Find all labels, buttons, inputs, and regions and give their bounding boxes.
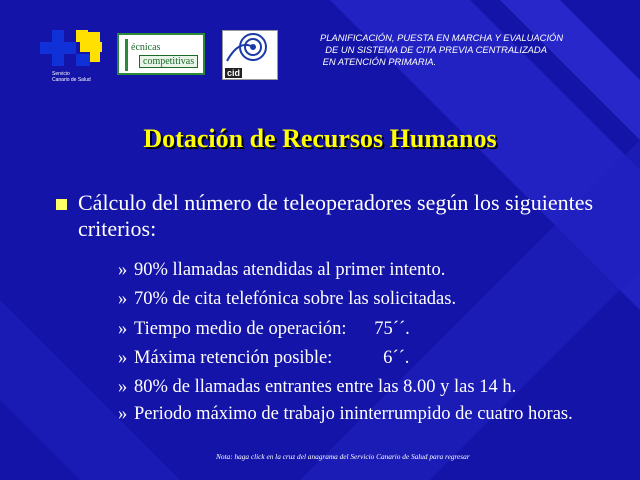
list-item-text: Tiempo medio de operación: 75´´. <box>134 318 410 339</box>
servicio-canario-salud-logo[interactable] <box>40 30 110 85</box>
criteria-list <box>118 256 598 426</box>
tc-logo-line2: competitivas <box>139 55 198 68</box>
main-bullet <box>56 190 596 242</box>
square-bullet-icon <box>56 199 67 210</box>
list-item-text: 70% de cita telefónica sobre las solicitadas. <box>134 289 457 310</box>
tecnicas-competitivas-logo <box>117 33 205 75</box>
tc-logo-bar <box>125 39 128 71</box>
main-bullet-text: Cálculo del número de teleoperadores según los siguientes criterios: <box>78 190 594 241</box>
list-marker: » <box>118 260 128 280</box>
list-marker: » <box>118 289 128 310</box>
list-item-text: Periodo máximo de trabajo ininterrumpido de cuatro horas. <box>134 404 573 425</box>
list-item <box>118 402 598 426</box>
scs-cross-icon[interactable] <box>40 30 110 70</box>
list-item-text: 80% de llamadas entrantes entre las 8.00 y las 14 h. <box>134 377 517 398</box>
tc-logo-line1: écnicas <box>131 42 161 53</box>
list-marker: » <box>118 318 128 339</box>
presentation-header-title: PLANIFICACIÓN, PUESTA EN MARCHA Y EVALUACIÓN DE UN SISTEMA DE CITA PREVIA CENTRALIZADA EN ATENCIÓN PRIMARIA. <box>320 32 564 67</box>
list-item <box>118 256 598 285</box>
list-item <box>118 373 598 402</box>
list-marker: » <box>118 347 128 368</box>
slide-title: Dotación de Recursos Humanos <box>143 124 497 153</box>
list-item <box>118 315 598 344</box>
list-item-text: Máxima retención posible: 6´´. <box>134 347 410 368</box>
scs-logo-text: Servicio Canario de Salud <box>52 71 91 83</box>
list-marker: » <box>118 404 128 425</box>
footnote: Nota: haga click en la cruz del anagrama del Servicio Canario de Salud para regresar <box>216 452 470 461</box>
list-marker: » <box>118 377 128 398</box>
cid-logo <box>222 30 278 80</box>
cid-spiral-icon <box>223 31 277 67</box>
list-item <box>118 344 598 373</box>
list-item <box>118 285 598 314</box>
list-item-text: 90% llamadas atendidas al primer intento. <box>134 260 446 280</box>
cid-logo-text: cid <box>227 68 241 78</box>
